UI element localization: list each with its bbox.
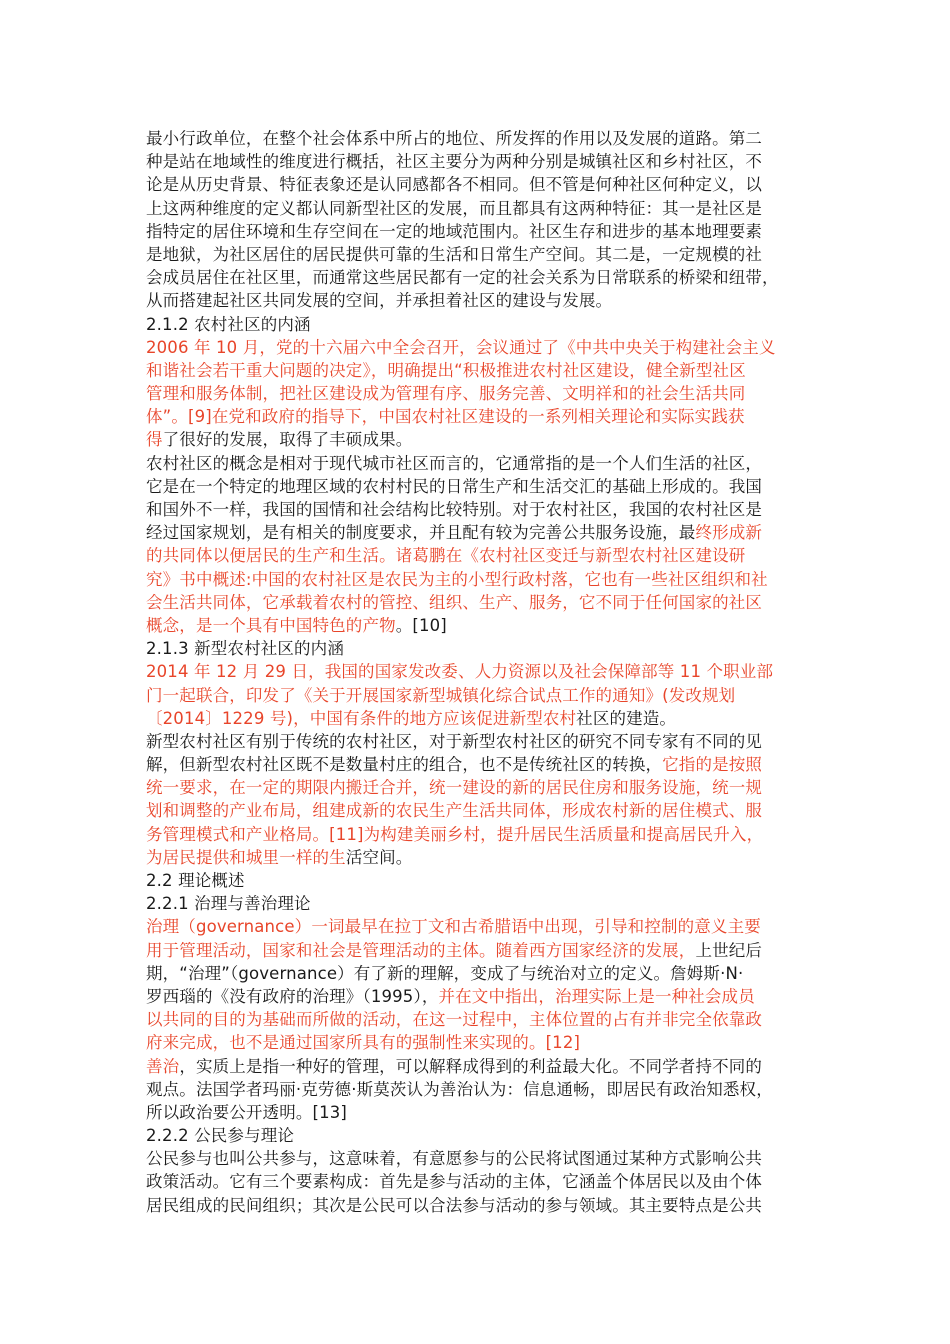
text-line — [146, 289, 811, 312]
highlighted-text: 并在文中指出，治理实际上是一种社会成员 — [438, 986, 755, 1006]
body-text: 是地狱，为社区居住的居民提供可靠的生活和日常生产空间。其二是，一定规模的社 — [146, 244, 763, 264]
text-line — [146, 243, 811, 266]
body-text: 种是站在地域性的维度进行概括，社区主要分为两种分别是城镇社区和乡村社区，不 — [146, 152, 763, 172]
highlighted-text: 的共同体以便居民的生产和生活。诸葛鹏在《农村社区变迁与新型农村社区建设研 — [146, 546, 746, 566]
highlighted-text: 管理和服务体制，把社区建设成为管理有序、服务完善、文明祥和的社会生活共同 — [146, 384, 746, 404]
highlighted-text: 2014 年 12 月 29 日，我国的国家发改委、人力资源以及社会保障部等 11 个职业部 — [146, 662, 774, 682]
highlighted-text: 会生活共同体，它承载着农村的管控、组织、生产、服务，它不同于任何国家的社区 — [146, 592, 763, 612]
text-line — [146, 614, 811, 637]
section-heading — [146, 313, 811, 336]
body-text: 了很好的发展，取得了丰硕成果。 — [162, 430, 413, 450]
highlighted-text: 用于管理活动，国家和社会是管理活动的主体。随着西方国家经济的发展， — [146, 940, 696, 960]
text-line — [146, 823, 811, 846]
text-line — [146, 962, 811, 985]
text-line — [146, 730, 811, 753]
heading-text: 2.2 理论概述 — [146, 871, 245, 890]
highlighted-text: 它指的是按照 — [662, 755, 763, 775]
highlighted-text: 〔2014〕1229 号)，中国有条件的地方应该促进新型农村 — [146, 708, 577, 728]
body-text: 论是从历史背景、特征表象还是认同感都各不相同。但不管是何种社区何种定义，以 — [146, 175, 763, 195]
highlighted-text: 务管理模式和产业格局。[11]为构建美丽乡村，提升居民生活质量和提高居民升入， — [146, 824, 764, 844]
body-text: 公民参与也叫公共参与，这意味着，有意愿参与的公民将试图通过某种方式影响公共 — [146, 1149, 763, 1169]
body-text: 罗西瑙的《没有政府的治理》（1995）， — [146, 986, 439, 1006]
text-line — [146, 1031, 811, 1054]
text-line — [146, 1078, 811, 1101]
body-text: 它是在一个特定的地理区域的农村村民的日常生产和生活交汇的基础上形成的。我国 — [146, 476, 763, 496]
highlighted-text: 统一要求，在一定的期限内搬迁合并，统一建设的新的居民住房和服务设施，统一规 — [146, 778, 763, 798]
body-text: 上这两种维度的定义都认同新型社区的发展，而且都具有这两种特征：其一是社区是 — [146, 198, 763, 218]
highlighted-text: 体”。[9]在党和政府的指导下，中国农村社区建设的一系列相关理论和实际实践获 — [146, 407, 745, 427]
highlighted-text: 终形成新 — [695, 523, 763, 543]
body-text: 解，但新型农村社区既不是数量村庄的组合，也不是传统社区的转换， — [146, 755, 663, 775]
text-line — [146, 846, 811, 869]
heading-text: 2.2.1 治理与善治理论 — [146, 894, 311, 914]
body-text: 最小行政单位，在整个社会体系中所占的地位、所发挥的作用以及发展的道路。第二 — [146, 129, 763, 148]
text-line — [146, 1194, 811, 1217]
text-line — [146, 220, 811, 243]
body-text: 所以政治要公开透明。[13] — [146, 1102, 347, 1122]
highlighted-text: 2006 年 10 月，党的十六届六中全会召开，会议通过了《中共中央关于构建社会主义 — [146, 337, 776, 357]
text-line — [146, 684, 811, 707]
body-text: 活空间。 — [345, 847, 413, 867]
text-line — [146, 336, 811, 359]
text-line — [146, 173, 811, 196]
body-text: 从而搭建起社区共同发展的空间，并承担着社区的建设与发展。 — [146, 291, 613, 311]
text-line — [146, 452, 811, 475]
body-text: ，实质上是指一种好的管理，可以解释成得到的利益最大化。不同学者持不同的 — [179, 1056, 763, 1076]
text-line — [146, 1147, 811, 1170]
text-line — [146, 266, 811, 289]
text-line — [146, 359, 811, 382]
body-text: 政策活动。它有三个要素构成：首先是参与活动的主体，它涵盖个体居民以及由个体 — [146, 1172, 763, 1192]
body-text: 社区的建造。 — [576, 708, 677, 728]
section-heading — [146, 869, 811, 892]
body-text: 经过国家规划，是有相关的制度要求，并且配有较为完善公共服务设施，最 — [146, 523, 696, 543]
highlighted-text: 究》书中概述:中国的农村社区是农民为主的小型行政村落，它也有一些社区组织和社 — [146, 569, 768, 589]
heading-text: 2.1.2 农村社区的内涵 — [146, 314, 311, 334]
highlighted-text: 以共同的目的为基础而所做的活动，在这一过程中，主体位置的占有并非完全依靠政 — [146, 1010, 763, 1030]
text-line — [146, 405, 811, 428]
body-text: 观点。法国学者玛丽·克劳德·斯莫茨认为善治认为：信息通畅，即居民有政治知悉权， — [146, 1079, 773, 1099]
highlighted-text: 府来完成，也不是通过国家所具有的强制性来实现的。[12] — [146, 1033, 581, 1053]
text-line — [146, 660, 811, 683]
text-line — [146, 568, 811, 591]
body-text: 和国外不一样，我国的国情和社会结构比较特别。对于农村社区，我国的农村社区是 — [146, 500, 763, 519]
text-line — [146, 150, 811, 173]
heading-text: 2.1.3 新型农村社区的内涵 — [146, 639, 344, 659]
body-text: 新型农村社区有别于传统的农村社区，对于新型农村社区的研究不同专家有不同的见 — [146, 731, 763, 751]
body-text: 期，“治理”（governance）有了新的理解，变成了与统治对立的定义。詹姆斯·N· — [146, 963, 744, 983]
text-line — [146, 939, 811, 962]
text-line — [146, 915, 811, 938]
highlighted-text: 善治 — [146, 1056, 180, 1076]
body-text: 上世纪后 — [695, 940, 763, 960]
text-line — [146, 521, 811, 544]
highlighted-text: 得 — [146, 430, 163, 450]
text-line — [146, 1170, 811, 1193]
highlighted-text: 和谐社会若干重大问题的决定》，明确提出“积极推进农村社区建设，健全新型社区 — [146, 360, 746, 380]
highlighted-text: 为居民提供和城里一样的生 — [146, 847, 346, 867]
highlighted-text: 治理（governance）一词最早在拉丁文和古希腊语中出现，引导和控制的意义主要 — [146, 917, 761, 937]
text-line — [146, 753, 811, 776]
text-line — [146, 591, 811, 614]
highlighted-text: 划和调整的产业布局，组建成新的农民生产生活共同体，形成农村新的居住模式、服 — [146, 801, 763, 821]
body-text: 指特定的居住环境和生存空间在一定的地域范围内。社区生存和进步的基本地理要素 — [146, 221, 763, 241]
body-text: 农村社区的概念是相对于现代城市社区而言的，它通常指的是一个人们生活的社区， — [146, 453, 763, 473]
section-heading — [146, 1124, 811, 1147]
text-line — [146, 428, 811, 451]
body-text: 会成员居住在社区里，而通常这些居民都有一定的社会关系为日常联系的桥梁和纽带， — [146, 268, 779, 288]
highlighted-text: 门一起联合，印发了《关于开展国家新型城镇化综合试点工作的通知》(发改规划 — [146, 685, 736, 705]
text-line — [146, 475, 811, 498]
document-body — [146, 127, 811, 1217]
text-line — [146, 127, 811, 150]
text-line — [146, 799, 811, 822]
text-line — [146, 1008, 811, 1031]
text-line — [146, 985, 811, 1008]
section-heading — [146, 637, 811, 660]
text-line — [146, 197, 811, 220]
body-text: 居民组成的民间组织；其次是公民可以合法参与活动的参与领域。其主要特点是公共 — [146, 1195, 763, 1215]
highlighted-text: 概念，是一个具有中国特色的产物 — [146, 615, 396, 635]
text-line — [146, 1101, 811, 1124]
text-line — [146, 1055, 811, 1078]
body-text: 。[10] — [395, 615, 447, 635]
text-line — [146, 382, 811, 405]
text-line — [146, 498, 811, 521]
section-heading — [146, 892, 811, 915]
text-line — [146, 707, 811, 730]
heading-text: 2.2.2 公民参与理论 — [146, 1126, 295, 1146]
text-line — [146, 776, 811, 799]
text-line — [146, 544, 811, 567]
